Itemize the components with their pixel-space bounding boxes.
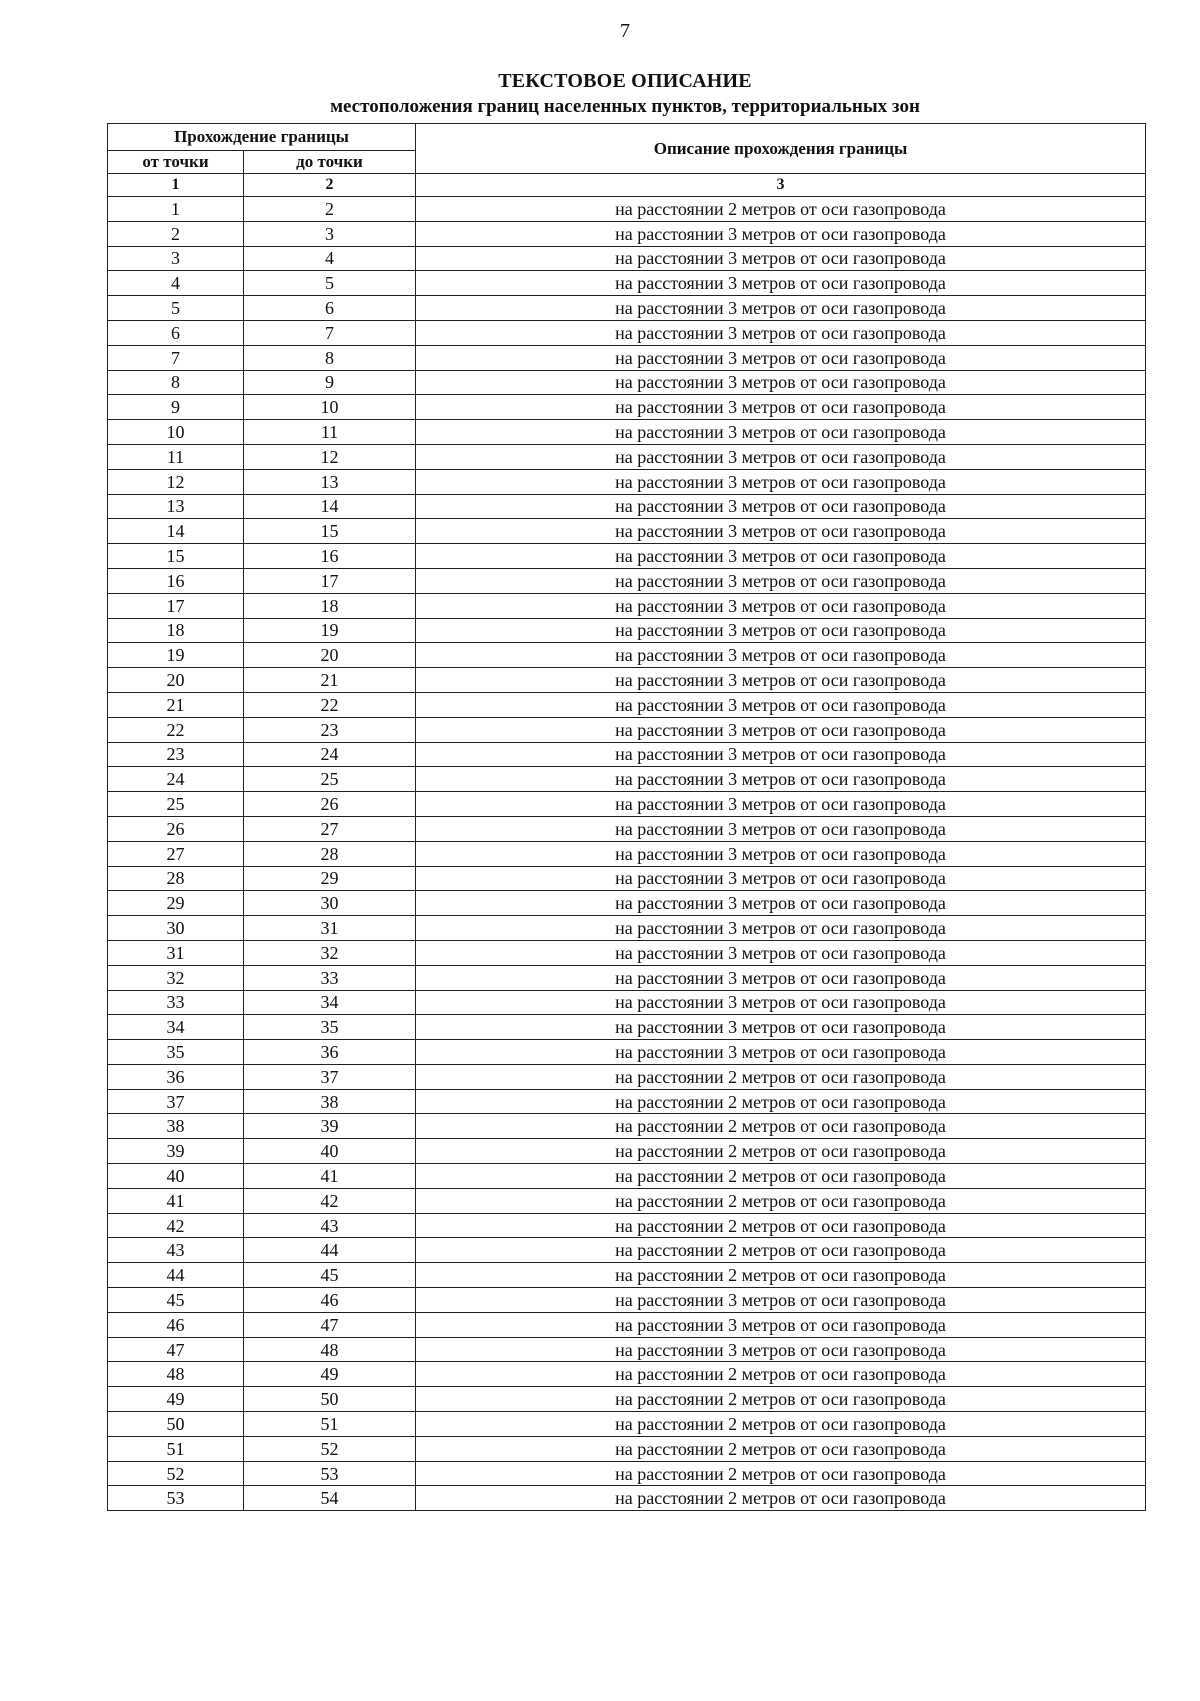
description-cell: на расстоянии 2 метров от оси газопровода <box>416 1188 1146 1213</box>
table-row <box>108 568 1146 593</box>
table-row <box>108 197 1146 222</box>
to-point-cell: 29 <box>244 866 416 891</box>
from-point-cell: 28 <box>108 866 244 891</box>
table-row <box>108 1263 1146 1288</box>
description-cell: на расстоянии 3 метров от оси газопровода <box>416 320 1146 345</box>
to-point-cell: 50 <box>244 1387 416 1412</box>
table-row <box>108 271 1146 296</box>
table-row <box>108 990 1146 1015</box>
table-row <box>108 1486 1146 1511</box>
to-point-cell: 9 <box>244 370 416 395</box>
from-point-cell: 33 <box>108 990 244 1015</box>
to-point-cell: 48 <box>244 1337 416 1362</box>
to-point-cell: 53 <box>244 1461 416 1486</box>
table-row <box>108 444 1146 469</box>
to-point-cell: 42 <box>244 1188 416 1213</box>
to-point-cell: 24 <box>244 742 416 767</box>
to-point-cell: 16 <box>244 544 416 569</box>
from-point-cell: 17 <box>108 593 244 618</box>
table-row <box>108 1362 1146 1387</box>
from-point-cell: 29 <box>108 891 244 916</box>
from-point-cell: 21 <box>108 692 244 717</box>
description-cell: на расстоянии 3 метров от оси газопровода <box>416 296 1146 321</box>
description-cell: на расстоянии 2 метров от оси газопровода <box>416 1213 1146 1238</box>
to-point-cell: 49 <box>244 1362 416 1387</box>
from-point-cell: 49 <box>108 1387 244 1412</box>
table-row <box>108 767 1146 792</box>
to-point-cell: 18 <box>244 593 416 618</box>
from-point-cell: 42 <box>108 1213 244 1238</box>
from-point-cell: 30 <box>108 916 244 941</box>
description-cell: на расстоянии 3 метров от оси газопровода <box>416 965 1146 990</box>
to-point-cell: 39 <box>244 1114 416 1139</box>
to-point-cell: 6 <box>244 296 416 321</box>
table-row <box>108 370 1146 395</box>
description-cell: на расстоянии 3 метров от оси газопровода <box>416 1337 1146 1362</box>
from-point-cell: 2 <box>108 221 244 246</box>
to-point-cell: 31 <box>244 916 416 941</box>
to-point-cell: 2 <box>244 197 416 222</box>
from-point-cell: 1 <box>108 197 244 222</box>
table-row <box>108 916 1146 941</box>
table-row <box>108 618 1146 643</box>
table-row <box>108 1288 1146 1313</box>
table-row <box>108 345 1146 370</box>
table-row <box>108 841 1146 866</box>
table-row <box>108 692 1146 717</box>
to-point-cell: 19 <box>244 618 416 643</box>
description-cell: на расстоянии 3 метров от оси газопровода <box>416 370 1146 395</box>
description-cell: на расстоянии 3 метров от оси газопровода <box>416 395 1146 420</box>
table-row <box>108 668 1146 693</box>
to-point-cell: 51 <box>244 1412 416 1437</box>
description-cell: на расстоянии 3 метров от оси газопровода <box>416 1288 1146 1313</box>
from-point-cell: 23 <box>108 742 244 767</box>
from-point-cell: 8 <box>108 370 244 395</box>
from-point-cell: 47 <box>108 1337 244 1362</box>
description-cell: на расстоянии 2 метров от оси газопровода <box>416 1139 1146 1164</box>
to-point-cell: 3 <box>244 221 416 246</box>
table-row <box>108 320 1146 345</box>
description-cell: на расстоянии 3 метров от оси газопровода <box>416 841 1146 866</box>
description-cell: на расстоянии 3 метров от оси газопровода <box>416 618 1146 643</box>
to-point-cell: 33 <box>244 965 416 990</box>
table-row <box>108 469 1146 494</box>
from-point-cell: 18 <box>108 618 244 643</box>
table-row <box>108 1337 1146 1362</box>
description-cell: на расстоянии 3 метров от оси газопровода <box>416 568 1146 593</box>
from-point-cell: 48 <box>108 1362 244 1387</box>
table-row <box>108 296 1146 321</box>
from-point-cell: 27 <box>108 841 244 866</box>
description-cell: на расстоянии 3 метров от оси газопровода <box>416 246 1146 271</box>
from-point-header: от точки <box>108 151 244 174</box>
table-row <box>108 1238 1146 1263</box>
from-point-cell: 20 <box>108 668 244 693</box>
table-row <box>108 420 1146 445</box>
from-point-cell: 43 <box>108 1238 244 1263</box>
table-row <box>108 494 1146 519</box>
description-cell: на расстоянии 3 метров от оси газопровода <box>416 940 1146 965</box>
from-point-cell: 25 <box>108 792 244 817</box>
description-cell: на расстоянии 3 метров от оси газопровода <box>416 916 1146 941</box>
to-point-cell: 13 <box>244 469 416 494</box>
to-point-cell: 15 <box>244 519 416 544</box>
description-cell: на расстоянии 2 метров от оси газопровода <box>416 1412 1146 1437</box>
description-cell: на расстоянии 2 метров от оси газопровода <box>416 1114 1146 1139</box>
to-point-cell: 35 <box>244 1015 416 1040</box>
to-point-cell: 37 <box>244 1064 416 1089</box>
table-row <box>108 519 1146 544</box>
table-row <box>108 1387 1146 1412</box>
to-point-cell: 41 <box>244 1164 416 1189</box>
from-point-cell: 15 <box>108 544 244 569</box>
table-row <box>108 742 1146 767</box>
from-point-cell: 41 <box>108 1188 244 1213</box>
to-point-cell: 36 <box>244 1040 416 1065</box>
column-number: 1 <box>108 174 244 197</box>
description-cell: на расстоянии 2 метров от оси газопровода <box>416 1064 1146 1089</box>
description-cell: на расстоянии 3 метров от оси газопровода <box>416 891 1146 916</box>
description-cell: на расстоянии 3 метров от оси газопровода <box>416 494 1146 519</box>
to-point-cell: 47 <box>244 1312 416 1337</box>
to-point-cell: 22 <box>244 692 416 717</box>
description-cell: на расстоянии 3 метров от оси газопровода <box>416 792 1146 817</box>
table-row <box>108 395 1146 420</box>
to-point-cell: 10 <box>244 395 416 420</box>
from-point-cell: 32 <box>108 965 244 990</box>
description-cell: на расстоянии 2 метров от оси газопровода <box>416 1461 1146 1486</box>
boundary-description-table <box>107 123 1146 1511</box>
to-point-cell: 30 <box>244 891 416 916</box>
from-point-cell: 5 <box>108 296 244 321</box>
from-point-cell: 50 <box>108 1412 244 1437</box>
from-point-cell: 19 <box>108 643 244 668</box>
description-cell: на расстоянии 3 метров от оси газопровода <box>416 593 1146 618</box>
description-cell: на расстоянии 3 метров от оси газопровода <box>416 1312 1146 1337</box>
description-cell: на расстоянии 2 метров от оси газопровода <box>416 1238 1146 1263</box>
table-row <box>108 221 1146 246</box>
to-point-cell: 5 <box>244 271 416 296</box>
to-point-cell: 45 <box>244 1263 416 1288</box>
description-cell: на расстоянии 2 метров от оси газопровода <box>416 1089 1146 1114</box>
to-point-cell: 23 <box>244 717 416 742</box>
table-row <box>108 1040 1146 1065</box>
from-point-cell: 24 <box>108 767 244 792</box>
table-row <box>108 965 1146 990</box>
to-point-header: до точки <box>244 151 416 174</box>
description-cell: на расстоянии 3 метров от оси газопровода <box>416 544 1146 569</box>
from-point-cell: 38 <box>108 1114 244 1139</box>
column-number: 2 <box>244 174 416 197</box>
description-cell: на расстоянии 2 метров от оси газопровода <box>416 1263 1146 1288</box>
from-point-cell: 12 <box>108 469 244 494</box>
to-point-cell: 7 <box>244 320 416 345</box>
table-row <box>108 1188 1146 1213</box>
description-cell: на расстоянии 3 метров от оси газопровода <box>416 345 1146 370</box>
table-row <box>108 717 1146 742</box>
to-point-cell: 44 <box>244 1238 416 1263</box>
to-point-cell: 27 <box>244 816 416 841</box>
to-point-cell: 11 <box>244 420 416 445</box>
to-point-cell: 12 <box>244 444 416 469</box>
table-row <box>108 940 1146 965</box>
description-cell: на расстоянии 3 метров от оси газопровода <box>416 1040 1146 1065</box>
to-point-cell: 28 <box>244 841 416 866</box>
from-point-cell: 9 <box>108 395 244 420</box>
to-point-cell: 25 <box>244 767 416 792</box>
from-point-cell: 7 <box>108 345 244 370</box>
table-row <box>108 816 1146 841</box>
table-row <box>108 792 1146 817</box>
table-row <box>108 1089 1146 1114</box>
from-point-cell: 51 <box>108 1436 244 1461</box>
from-point-cell: 14 <box>108 519 244 544</box>
description-cell: на расстоянии 3 метров от оси газопровода <box>416 816 1146 841</box>
from-point-cell: 52 <box>108 1461 244 1486</box>
page-number: 7 <box>620 20 630 42</box>
description-cell: на расстоянии 3 метров от оси газопровода <box>416 717 1146 742</box>
from-point-cell: 53 <box>108 1486 244 1511</box>
from-point-cell: 39 <box>108 1139 244 1164</box>
description-cell: на расстоянии 3 метров от оси газопровода <box>416 742 1146 767</box>
from-point-cell: 6 <box>108 320 244 345</box>
table-row <box>108 246 1146 271</box>
from-point-cell: 34 <box>108 1015 244 1040</box>
from-point-cell: 35 <box>108 1040 244 1065</box>
description-cell: на расстоянии 3 метров от оси газопровода <box>416 1015 1146 1040</box>
table-row <box>108 1412 1146 1437</box>
table-row <box>108 1139 1146 1164</box>
to-point-cell: 40 <box>244 1139 416 1164</box>
table-row <box>108 1436 1146 1461</box>
description-cell: на расстоянии 2 метров от оси газопровода <box>416 1387 1146 1412</box>
table-row <box>108 1064 1146 1089</box>
from-point-cell: 22 <box>108 717 244 742</box>
description-cell: на расстоянии 3 метров от оси газопровода <box>416 692 1146 717</box>
from-point-cell: 45 <box>108 1288 244 1313</box>
description-cell: на расстоянии 2 метров от оси газопровода <box>416 1164 1146 1189</box>
group-header: Прохождение границы <box>108 124 416 151</box>
from-point-cell: 16 <box>108 568 244 593</box>
from-point-cell: 13 <box>108 494 244 519</box>
table-row <box>108 1164 1146 1189</box>
from-point-cell: 26 <box>108 816 244 841</box>
document-subtitle: местоположения границ населенных пунктов, территориальных зон <box>330 96 920 117</box>
table-row <box>108 1114 1146 1139</box>
description-cell: на расстоянии 2 метров от оси газопровода <box>416 1362 1146 1387</box>
description-cell: на расстоянии 3 метров от оси газопровода <box>416 444 1146 469</box>
description-header: Описание прохождения границы <box>416 124 1146 174</box>
table-body <box>108 197 1146 1511</box>
from-point-cell: 40 <box>108 1164 244 1189</box>
from-point-cell: 4 <box>108 271 244 296</box>
description-cell: на расстоянии 3 метров от оси газопровода <box>416 866 1146 891</box>
from-point-cell: 37 <box>108 1089 244 1114</box>
to-point-cell: 14 <box>244 494 416 519</box>
to-point-cell: 38 <box>244 1089 416 1114</box>
description-cell: на расстоянии 3 метров от оси газопровода <box>416 221 1146 246</box>
description-cell: на расстоянии 3 метров от оси газопровода <box>416 469 1146 494</box>
table-row <box>108 891 1146 916</box>
table-row <box>108 1312 1146 1337</box>
from-point-cell: 3 <box>108 246 244 271</box>
description-cell: на расстоянии 2 метров от оси газопровода <box>416 1486 1146 1511</box>
to-point-cell: 4 <box>244 246 416 271</box>
from-point-cell: 31 <box>108 940 244 965</box>
from-point-cell: 44 <box>108 1263 244 1288</box>
description-cell: на расстоянии 3 метров от оси газопровода <box>416 420 1146 445</box>
description-cell: на расстоянии 3 метров от оси газопровода <box>416 668 1146 693</box>
description-cell: на расстоянии 3 метров от оси газопровода <box>416 767 1146 792</box>
to-point-cell: 43 <box>244 1213 416 1238</box>
to-point-cell: 17 <box>244 568 416 593</box>
column-number: 3 <box>416 174 1146 197</box>
table-row <box>108 643 1146 668</box>
to-point-cell: 54 <box>244 1486 416 1511</box>
to-point-cell: 34 <box>244 990 416 1015</box>
to-point-cell: 52 <box>244 1436 416 1461</box>
to-point-cell: 21 <box>244 668 416 693</box>
table-header <box>108 124 1146 197</box>
from-point-cell: 11 <box>108 444 244 469</box>
from-point-cell: 46 <box>108 1312 244 1337</box>
description-cell: на расстоянии 2 метров от оси газопровода <box>416 197 1146 222</box>
to-point-cell: 32 <box>244 940 416 965</box>
table-row <box>108 1015 1146 1040</box>
description-cell: на расстоянии 3 метров от оси газопровода <box>416 643 1146 668</box>
document-title: ТЕКСТОВОЕ ОПИСАНИЕ <box>498 70 752 92</box>
description-cell: на расстоянии 3 метров от оси газопровода <box>416 271 1146 296</box>
table-row <box>108 1461 1146 1486</box>
description-cell: на расстоянии 3 метров от оси газопровода <box>416 519 1146 544</box>
to-point-cell: 26 <box>244 792 416 817</box>
to-point-cell: 46 <box>244 1288 416 1313</box>
table-row <box>108 593 1146 618</box>
from-point-cell: 36 <box>108 1064 244 1089</box>
to-point-cell: 8 <box>244 345 416 370</box>
from-point-cell: 10 <box>108 420 244 445</box>
description-cell: на расстоянии 3 метров от оси газопровода <box>416 990 1146 1015</box>
description-cell: на расстоянии 2 метров от оси газопровода <box>416 1436 1146 1461</box>
table-row <box>108 1213 1146 1238</box>
table-row <box>108 544 1146 569</box>
table-row <box>108 866 1146 891</box>
to-point-cell: 20 <box>244 643 416 668</box>
